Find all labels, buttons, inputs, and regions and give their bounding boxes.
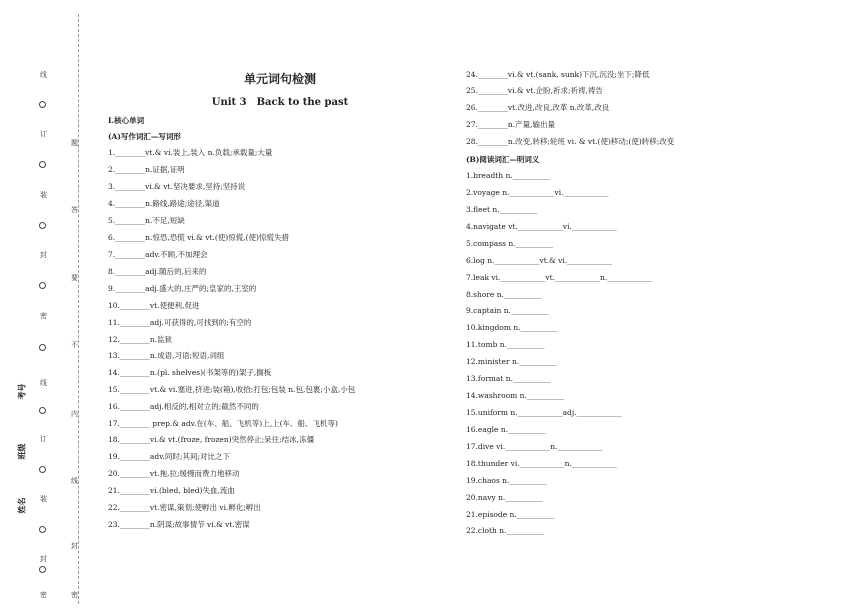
unit-subtitle: Unit 3 Back to the past: [211, 97, 349, 108]
list-item: 11.________adj.可获得的,可找到的;有空的: [108, 318, 252, 327]
list-item: 20.navy n.__________: [466, 493, 543, 502]
name-label: 姓名: [17, 497, 27, 514]
list-item: 9.captain n.__________: [466, 306, 549, 315]
list-item: 8.________adj.随后的,后来的: [108, 267, 207, 276]
list-item: 4.________n.路线,路途;途径,渠道: [108, 199, 220, 208]
page-title: 单元词句检测: [243, 72, 316, 86]
binding-line: [78, 14, 79, 604]
list-item: 28.________n.改变,转移;轮班 vi. & vt.(使)移动;(使)转移;改变: [466, 137, 675, 146]
list-item: 27.________n.产量,输出量: [466, 120, 556, 129]
list-item: 8.shore n.__________: [466, 290, 542, 299]
list-item: 7.leak vi.____________vt.____________n.____________: [466, 273, 653, 282]
list-item: 20.________vt.拖,拉;缓慢而费力地移动: [108, 469, 240, 478]
rail-circle: [39, 566, 46, 573]
list-item: 12.minister n.__________: [466, 357, 557, 366]
list-item: 2.________n.证据,证明: [108, 165, 185, 174]
rail-circle: [39, 407, 46, 414]
part-a-heading: (A)写作词汇—写词形: [108, 132, 181, 141]
list-item: 14.washroom n.__________: [466, 391, 565, 400]
rail-char: 内: [71, 410, 78, 418]
list-item: 21.episode n.__________: [466, 510, 555, 519]
list-item: 10.________vt.使便利,促进: [108, 301, 200, 310]
list-item: 19.________adv.同时;其间;对比之下: [108, 452, 230, 461]
list-item: 9.________adj.盛大的,庄严的;皇家的,王室的: [108, 284, 257, 293]
list-item: 18.thunder vi.____________n.____________: [466, 459, 617, 468]
list-item: 6.log n.____________vt.& vi.____________: [466, 256, 613, 265]
list-item: 13.________n.成语,习语;短语,词组: [108, 351, 225, 360]
list-item: 5.compass n.__________: [466, 239, 554, 248]
rail-char: 线: [40, 71, 47, 79]
rail-circle: [39, 161, 46, 168]
list-item: 15.uniform n.____________adj.____________: [466, 408, 622, 417]
section-heading: Ⅰ.核心单词: [108, 116, 145, 125]
rail-circle: [39, 466, 46, 473]
rail-circle: [39, 526, 46, 533]
list-item: 22.________vt.密谋,策划;使孵出 vi.孵化;孵出: [108, 503, 261, 512]
rail-char: 要: [71, 274, 78, 282]
rail-char: 密: [40, 591, 47, 599]
rail-char: 装: [40, 495, 47, 503]
list-item: 7.________adv.不顾,不加理会: [108, 250, 208, 259]
exam-number-label: 考号: [17, 383, 27, 400]
list-item: 23.________n.阴谋;故事情节 vi.& vt.密谋: [108, 520, 250, 529]
rail-char: 订: [40, 435, 47, 443]
list-item: 22.cloth n.__________: [466, 526, 544, 535]
rail-char: 不: [71, 341, 78, 349]
list-item: 13.format n.__________: [466, 374, 551, 383]
list-item: 17.dive vi.____________n.____________: [466, 442, 603, 451]
list-item: 24.________vi.& vt.(sank, sunk)下沉,沉没;坐下;降低: [466, 70, 650, 79]
rail-circle: [39, 222, 46, 229]
list-item: 5.________n.不足,短缺: [108, 216, 185, 225]
rail-char: 密: [71, 591, 78, 599]
rail-circle: [39, 101, 46, 108]
rail-char: 订: [40, 130, 47, 138]
rail-char: 装: [40, 191, 47, 199]
list-item: 11.tomb n.__________: [466, 340, 545, 349]
list-item: 10.kingdom n.__________: [466, 323, 559, 332]
list-item: 12.________n.监狱: [108, 335, 173, 344]
list-item: 1.________vt.& vi.装上,装入 n.负载;承载量;大量: [108, 148, 273, 157]
list-item: 3.fleet n.__________: [466, 205, 538, 214]
rail-char: 封: [40, 555, 47, 563]
list-item: 17.________ prep.& adv.在(车、船、飞机等)上,上(车、船、飞机等): [108, 419, 338, 428]
rail-char: 密: [40, 312, 47, 320]
list-item: 16.________adj.相反的,相对立的;截然不同的: [108, 402, 259, 411]
list-item: 3.________vi.& vt.坚决要求,坚持;坚持说: [108, 182, 246, 191]
rail-char: 线: [71, 477, 78, 485]
list-item: 25.________vi.& vt.企盼,祈求;祈祷,祷告: [466, 86, 603, 95]
list-item: 16.eagle n.__________: [466, 425, 546, 434]
rail-char: 线: [40, 379, 47, 387]
list-item: 4.navigate vt.____________vi.____________: [466, 222, 617, 231]
list-item: 15.________vt.& vi.塞进,挤进;装(箱),收拾;打包;包装 n.包,包裹;小盒,小包: [108, 385, 356, 394]
list-item: 14.________n.(pl. shelves)(书架等的)架子,搁板: [108, 368, 272, 377]
list-item: 26.________vt.改进,改良,改革 n.改革,改良: [466, 103, 610, 112]
rail-char: 封: [40, 251, 47, 259]
list-item: 21.________vi.(bled, bled)失血,流血: [108, 486, 235, 495]
class-label: 班级: [17, 443, 27, 460]
list-item: 19.chaos n.__________: [466, 476, 547, 485]
list-item: 6.________n.惊恐,恐慌 vi.& vt.(使)惊慌,(使)惊慌失措: [108, 233, 289, 242]
part-b-heading: (B)阅读词汇—明词义: [466, 155, 540, 164]
list-item: 18.________vi.& vt.(froze, frozen)突然停止;呆住;结冰,冻僵: [108, 435, 315, 444]
rail-char: 答: [71, 206, 78, 214]
list-item: 1.breadth n.__________: [466, 171, 551, 180]
rail-char: 封: [71, 542, 78, 550]
rail-circle: [39, 282, 46, 289]
rail-char: 题: [71, 139, 78, 147]
rail-circle: [39, 344, 46, 351]
list-item: 2.voyage n.____________vi.____________: [466, 188, 609, 197]
